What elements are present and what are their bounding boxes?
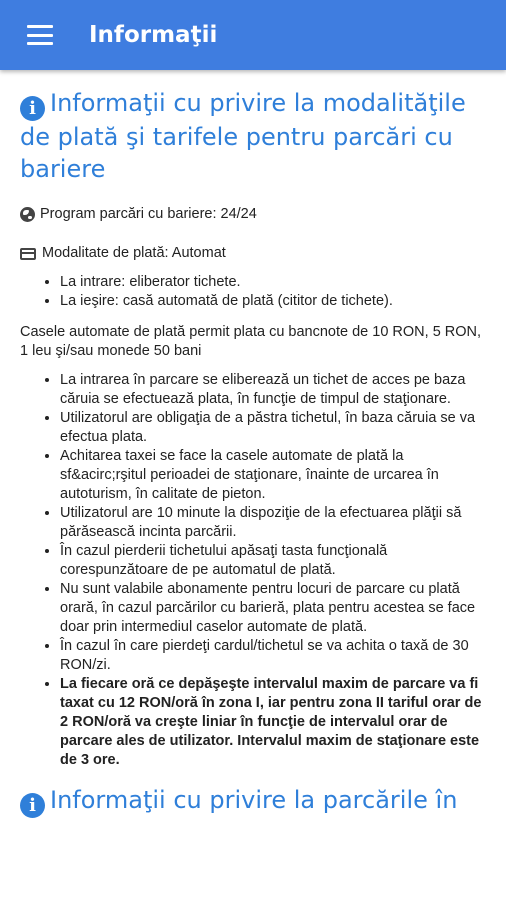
page-title: Informaţii <box>89 22 218 48</box>
menu-icon-bar <box>27 34 53 37</box>
payment-method-text: Modalitate de plată: Automat <box>42 245 226 261</box>
section-title-text: Informaţii cu privire la parcările în <box>50 786 458 814</box>
list-item: • Utilizatorul are 10 minute la dispoziţie de la efectuarea plăţii să părăsească incinta parcării. <box>60 504 486 542</box>
list-item: • La ieşire: casă automată de plată (cititor de tichete). <box>60 292 486 311</box>
list-item: • În cazul pierderii tichetului apăsaţi tasta funcţională corespunzătoare de pe automatul de plată. <box>60 542 486 580</box>
section-title-parking <box>20 784 486 818</box>
program-text: Program parcări cu bariere: 24/24 <box>40 206 257 222</box>
list-item: • Utilizatorul are obligaţia de a păstra tichetul, în baza căruia se va efectua plata. <box>60 409 486 447</box>
scroll-content[interactable] <box>0 70 506 818</box>
list-item: • La intrare: eliberator tichete. <box>60 273 486 292</box>
payment-paragraph: Casele automate de plată permit plata cu bancnote de 10 RON, 5 RON, 1 leu şi/sau monede 50 bani <box>20 324 482 359</box>
section-title-payment <box>20 87 486 185</box>
payment-method-row <box>20 244 486 263</box>
section-title-text: Informaţii cu privire la modalităţile de plată şi tarifele pentru parcări cu bariere <box>20 89 466 183</box>
info-icon: i <box>20 96 45 121</box>
list-item: • La intrarea în parcare se eliberează un tichet de acces pe baza căruia se efectuează plata, în funcţie de timpul de staţionare. <box>60 371 486 409</box>
list-item: • Achitarea taxei se face la casele automate de plată la sf&acirc;rşitul perioadei de staţionare, înainte de urcarea în autoturism, în calitate de pieton. <box>60 447 486 504</box>
menu-icon[interactable] <box>27 25 53 45</box>
list-item: • Nu sunt valabile abonamente pentru locuri de parcare cu plată orară, în cazul parcărilor cu barieră, plata pentru acestea se face doar prin intermediul caselor automate de plată. <box>60 580 486 637</box>
menu-icon-bar <box>27 25 53 28</box>
app-bar <box>0 0 506 70</box>
credit-card-icon <box>20 248 36 260</box>
menu-icon-bar <box>27 42 53 45</box>
rules-list <box>20 371 486 770</box>
program-row <box>20 205 486 224</box>
entry-exit-list <box>20 273 486 311</box>
list-item-bold: • La fiecare oră ce depăşeşte intervalul maxim de parcare va fi taxat cu 12 RON/oră în zona I, iar pentru zona II tariful orar de 2 RON/oră va creşte liniar în funcţie de intervalul orar de parcare ales de utilizator. Intervalul maxim de staţionare este de 3 ore. <box>60 675 486 770</box>
globe-icon <box>20 207 35 222</box>
list-item: • În cazul în care pierdeţi cardul/tichetul se va achita o taxă de 30 RON/zi. <box>60 637 486 675</box>
info-icon: i <box>20 793 45 818</box>
